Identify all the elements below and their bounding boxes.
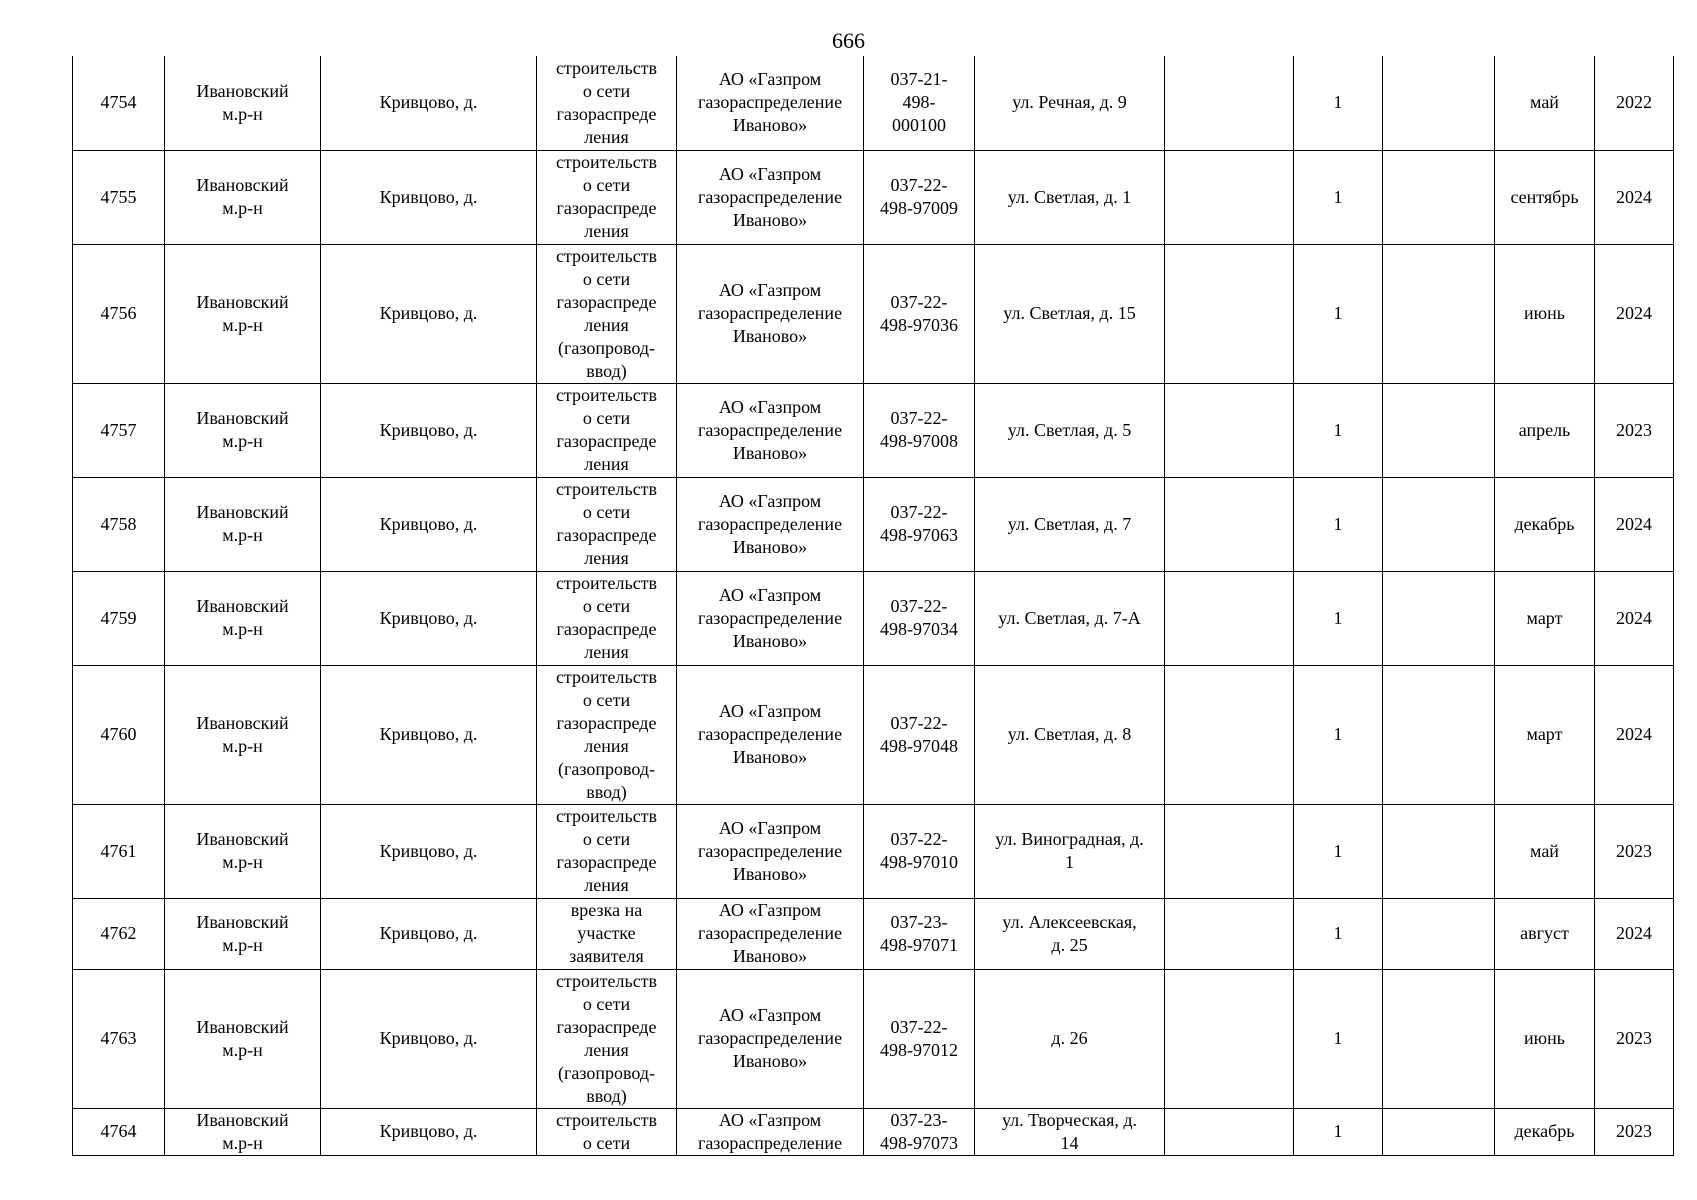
page-number: 666	[832, 28, 865, 53]
organization-cell: АО «Газпром газораспределение Иваново»	[677, 477, 864, 571]
row-number: 4764	[73, 1108, 165, 1155]
district-cell: Ивановский м.р-н	[165, 1108, 321, 1155]
table-row	[73, 477, 1674, 571]
year-cell: 2024	[1595, 150, 1674, 244]
year-cell: 2023	[1595, 804, 1674, 898]
locality-cell: Кривцово, д.	[321, 1108, 537, 1155]
empty-cell	[1383, 969, 1495, 1108]
address-cell: ул. Алексеевская, д. 25	[975, 898, 1165, 969]
application-code-cell: 037-22- 498-97048	[864, 665, 975, 804]
organization-cell: АО «Газпром газораспределение Иваново»	[677, 383, 864, 477]
locality-cell: Кривцово, д.	[321, 477, 537, 571]
locality-cell: Кривцово, д.	[321, 383, 537, 477]
district-cell: Ивановский м.р-н	[165, 665, 321, 804]
year-cell: 2024	[1595, 898, 1674, 969]
work-type-cell: врезка на участке заявителя	[537, 898, 677, 969]
address-cell: ул. Светлая, д. 7	[975, 477, 1165, 571]
year-cell: 2024	[1595, 665, 1674, 804]
address-cell: ул. Светлая, д. 5	[975, 383, 1165, 477]
empty-cell	[1383, 665, 1495, 804]
month-cell: декабрь	[1495, 1108, 1595, 1155]
quantity-cell: 1	[1294, 1108, 1383, 1155]
year-cell: 2023	[1595, 383, 1674, 477]
address-cell: ул. Светлая, д. 7-А	[975, 571, 1165, 665]
table-row	[73, 150, 1674, 244]
locality-cell: Кривцово, д.	[321, 804, 537, 898]
application-code-cell: 037-21- 498- 000100	[864, 56, 975, 150]
locality-cell: Кривцово, д.	[321, 150, 537, 244]
district-cell: Ивановский м.р-н	[165, 804, 321, 898]
empty-cell	[1165, 665, 1294, 804]
quantity-cell: 1	[1294, 804, 1383, 898]
empty-cell	[1383, 804, 1495, 898]
quantity-cell: 1	[1294, 56, 1383, 150]
month-cell: май	[1495, 56, 1595, 150]
district-cell: Ивановский м.р-н	[165, 150, 321, 244]
organization-cell: АО «Газпром газораспределение Иваново»	[677, 804, 864, 898]
quantity-cell: 1	[1294, 969, 1383, 1108]
month-cell: декабрь	[1495, 477, 1595, 571]
empty-cell	[1383, 244, 1495, 383]
month-cell: апрель	[1495, 383, 1595, 477]
quantity-cell: 1	[1294, 150, 1383, 244]
month-cell: март	[1495, 571, 1595, 665]
address-cell: ул. Светлая, д. 15	[975, 244, 1165, 383]
work-type-cell: строительств о сети газораспреде ления (газопровод- ввод)	[537, 665, 677, 804]
organization-cell: АО «Газпром газораспределение	[677, 1108, 864, 1155]
empty-cell	[1383, 898, 1495, 969]
year-cell: 2024	[1595, 244, 1674, 383]
organization-cell: АО «Газпром газораспределение Иваново»	[677, 571, 864, 665]
row-number: 4756	[73, 244, 165, 383]
empty-cell	[1383, 571, 1495, 665]
table-row	[73, 898, 1674, 969]
address-cell: ул. Творческая, д. 14	[975, 1108, 1165, 1155]
year-cell: 2024	[1595, 477, 1674, 571]
address-cell: ул. Речная, д. 9	[975, 56, 1165, 150]
empty-cell	[1165, 383, 1294, 477]
year-cell: 2023	[1595, 969, 1674, 1108]
work-type-cell: строительств о сети газораспреде ления	[537, 383, 677, 477]
empty-cell	[1165, 969, 1294, 1108]
application-code-cell: 037-22- 498-97036	[864, 244, 975, 383]
table-row	[73, 56, 1674, 150]
table-row	[73, 969, 1674, 1108]
application-code-cell: 037-23- 498-97071	[864, 898, 975, 969]
quantity-cell: 1	[1294, 383, 1383, 477]
work-type-cell: строительств о сети газораспреде ления	[537, 804, 677, 898]
empty-cell	[1165, 1108, 1294, 1155]
district-cell: Ивановский м.р-н	[165, 969, 321, 1108]
address-cell: ул. Светлая, д. 1	[975, 150, 1165, 244]
work-type-cell: строительств о сети газораспреде ления (газопровод- ввод)	[537, 244, 677, 383]
row-number: 4759	[73, 571, 165, 665]
work-type-cell: строительств о сети газораспреде ления	[537, 56, 677, 150]
application-code-cell: 037-22- 498-97012	[864, 969, 975, 1108]
district-cell: Ивановский м.р-н	[165, 383, 321, 477]
district-cell: Ивановский м.р-н	[165, 571, 321, 665]
empty-cell	[1383, 56, 1495, 150]
district-cell: Ивановский м.р-н	[165, 898, 321, 969]
registry-table	[72, 56, 1674, 1156]
application-code-cell: 037-22- 498-97009	[864, 150, 975, 244]
month-cell: май	[1495, 804, 1595, 898]
month-cell: сентябрь	[1495, 150, 1595, 244]
year-cell: 2022	[1595, 56, 1674, 150]
month-cell: март	[1495, 665, 1595, 804]
organization-cell: АО «Газпром газораспределение Иваново»	[677, 969, 864, 1108]
row-number: 4760	[73, 665, 165, 804]
row-number: 4755	[73, 150, 165, 244]
application-code-cell: 037-22- 498-97010	[864, 804, 975, 898]
month-cell: август	[1495, 898, 1595, 969]
table-row	[73, 804, 1674, 898]
row-number: 4762	[73, 898, 165, 969]
empty-cell	[1383, 477, 1495, 571]
table-row	[73, 665, 1674, 804]
application-code-cell: 037-23- 498-97073	[864, 1108, 975, 1155]
empty-cell	[1383, 383, 1495, 477]
table-row	[73, 1108, 1674, 1155]
district-cell: Ивановский м.р-н	[165, 244, 321, 383]
month-cell: июнь	[1495, 969, 1595, 1108]
organization-cell: АО «Газпром газораспределение Иваново»	[677, 150, 864, 244]
table-row	[73, 383, 1674, 477]
address-cell: ул. Светлая, д. 8	[975, 665, 1165, 804]
organization-cell: АО «Газпром газораспределение Иваново»	[677, 665, 864, 804]
locality-cell: Кривцово, д.	[321, 969, 537, 1108]
row-number: 4754	[73, 56, 165, 150]
row-number: 4761	[73, 804, 165, 898]
quantity-cell: 1	[1294, 665, 1383, 804]
empty-cell	[1165, 804, 1294, 898]
locality-cell: Кривцово, д.	[321, 665, 537, 804]
locality-cell: Кривцово, д.	[321, 898, 537, 969]
row-number: 4763	[73, 969, 165, 1108]
month-cell: июнь	[1495, 244, 1595, 383]
year-cell: 2024	[1595, 571, 1674, 665]
empty-cell	[1383, 1108, 1495, 1155]
quantity-cell: 1	[1294, 477, 1383, 571]
quantity-cell: 1	[1294, 571, 1383, 665]
work-type-cell: строительств о сети газораспреде ления	[537, 150, 677, 244]
empty-cell	[1165, 477, 1294, 571]
locality-cell: Кривцово, д.	[321, 56, 537, 150]
application-code-cell: 037-22- 498-97008	[864, 383, 975, 477]
empty-cell	[1383, 150, 1495, 244]
empty-cell	[1165, 571, 1294, 665]
district-cell: Ивановский м.р-н	[165, 477, 321, 571]
year-cell: 2023	[1595, 1108, 1674, 1155]
row-number: 4758	[73, 477, 165, 571]
address-cell: д. 26	[975, 969, 1165, 1108]
table-body	[73, 56, 1674, 1155]
address-cell: ул. Виноградная, д. 1	[975, 804, 1165, 898]
locality-cell: Кривцово, д.	[321, 571, 537, 665]
district-cell: Ивановский м.р-н	[165, 56, 321, 150]
quantity-cell: 1	[1294, 898, 1383, 969]
organization-cell: АО «Газпром газораспределение Иваново»	[677, 56, 864, 150]
locality-cell: Кривцово, д.	[321, 244, 537, 383]
work-type-cell: строительств о сети газораспреде ления	[537, 571, 677, 665]
row-number: 4757	[73, 383, 165, 477]
work-type-cell: строительств о сети газораспреде ления (газопровод- ввод)	[537, 969, 677, 1108]
organization-cell: АО «Газпром газораспределение Иваново»	[677, 244, 864, 383]
application-code-cell: 037-22- 498-97034	[864, 571, 975, 665]
empty-cell	[1165, 244, 1294, 383]
empty-cell	[1165, 56, 1294, 150]
work-type-cell: строительств о сети газораспреде ления	[537, 477, 677, 571]
table-row	[73, 244, 1674, 383]
quantity-cell: 1	[1294, 244, 1383, 383]
empty-cell	[1165, 898, 1294, 969]
table-row	[73, 571, 1674, 665]
empty-cell	[1165, 150, 1294, 244]
work-type-cell: строительств о сети	[537, 1108, 677, 1155]
organization-cell: АО «Газпром газораспределение Иваново»	[677, 898, 864, 969]
application-code-cell: 037-22- 498-97063	[864, 477, 975, 571]
